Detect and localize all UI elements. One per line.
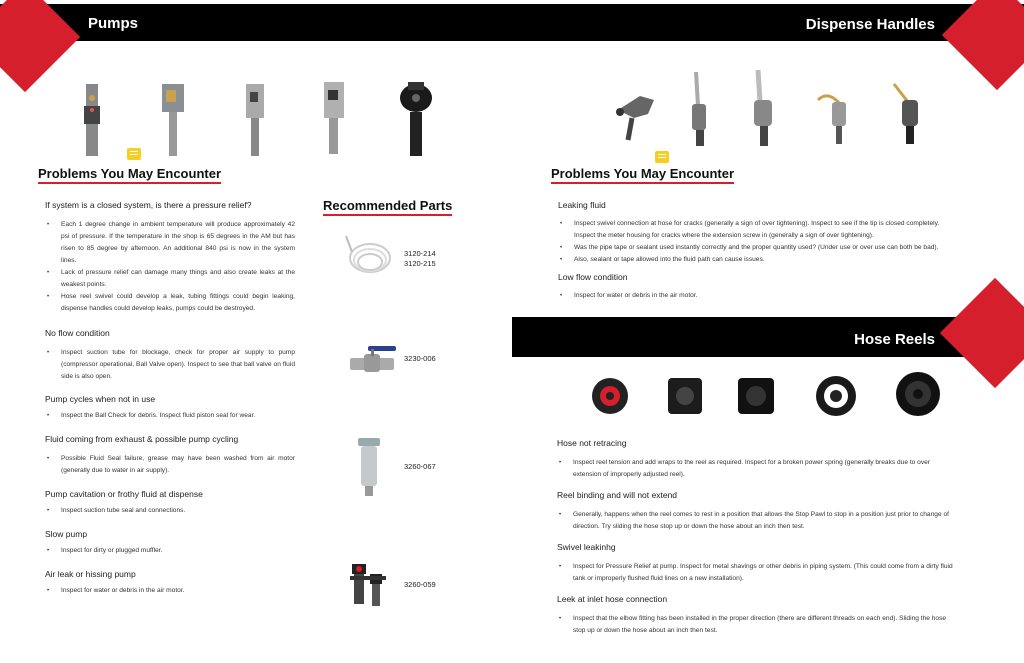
ball-valve-icon <box>346 344 398 374</box>
handle-3 <box>754 70 772 146</box>
dispense-handle-illustrations <box>610 66 930 150</box>
problem-bullets <box>45 347 295 383</box>
handle-problems <box>558 200 958 302</box>
reel-5 <box>896 372 940 416</box>
problem-bullets <box>558 218 958 266</box>
problem-title: Low flow condition <box>558 272 628 282</box>
bullet: • Inspect suction tube seal and connections. <box>45 505 295 517</box>
bullet: • Hose reel swivel could develop a leak, tubing fittings could begin leaking, dispense handles could develop leaks, pumps could be destroyed. <box>45 291 295 315</box>
bullet: • Inspect for water or debris in the air motor. <box>558 290 958 302</box>
pump-images <box>70 76 450 156</box>
hose-reel-images <box>588 370 948 420</box>
problem-bullets <box>557 561 957 585</box>
part-number: 3120-215 <box>404 259 436 268</box>
left-problems-heading: Problems You May Encounter <box>38 166 221 184</box>
problem-title: Fluid coming from exhaust & possible pump cycling <box>45 434 239 444</box>
bullet: • Inspect reel tension and add wraps to the reel as required. Inspect for a broken power spring (generally breaks due to over extension of improperly adjusted reel). <box>557 457 957 481</box>
bullet: • Inspect the Ball Check for debris. Inspect fluid piston seal for wear. <box>45 410 295 422</box>
bullet: • Inspect for water or debris in the air motor. <box>45 585 295 597</box>
problem-bullets <box>45 505 295 517</box>
pump-2 <box>162 84 184 156</box>
problem-title: Slow pump <box>45 529 88 539</box>
pumps-banner-title: Pumps <box>88 15 139 32</box>
problem-title: Leaking fluid <box>558 200 606 210</box>
filter-regulator-icon <box>350 560 386 612</box>
right-problems-heading: Problems You May Encounter <box>551 166 734 184</box>
bullet: • Possible Fluid Seal failure, grease may have been washed from air motor (generally due to water in air supply). <box>45 453 295 477</box>
bullet: • Was the pipe tape or sealant used instantly correctly and the proper quantity used? (Under use or over use can both be bad). <box>558 242 958 254</box>
problem-bullets <box>45 410 295 422</box>
recommended-parts-heading: Recommended Parts <box>323 198 452 216</box>
dispense-handles-title: Dispense Handles <box>805 16 935 33</box>
problem-title: Swivel leakinhg <box>557 542 616 552</box>
part-filter-regulator <box>350 560 386 612</box>
hose-reel-illustrations <box>588 370 948 420</box>
bullet: • Lack of pressure relief can damage many things and also create leaks at the weakest points. <box>45 267 295 291</box>
part-fluid-filter <box>356 436 382 498</box>
problem-bullets <box>558 290 958 302</box>
pump-4 <box>324 82 344 154</box>
part-number: 3260-059 <box>404 580 436 589</box>
pump-problems <box>45 200 295 597</box>
pump-5 <box>400 82 432 156</box>
part-number: 3260-067 <box>404 462 436 471</box>
note-icon-left[interactable] <box>127 148 141 160</box>
fluid-filter-icon <box>356 436 382 498</box>
problem-title: Air leak or hissing pump <box>45 569 136 579</box>
reel-2 <box>668 378 702 414</box>
reel-problems <box>557 438 957 637</box>
handle-1 <box>616 96 654 140</box>
part-ball-valve <box>346 344 398 374</box>
handle-4 <box>818 96 846 144</box>
bullet: • Inspect swivel connection at hose for cracks (generally a sign of over tightening). Inspect to see if the tip is closed completely. Inspect the meter housing for cracks where the extension screw in (generally a sign of over tightening). <box>558 218 958 242</box>
reel-1 <box>592 378 628 414</box>
bullet: • Inspect for Pressure Relief at pump. Inspect for metal shavings or other debris in piping system. (This could come from a dirty fluid tank or improperly flushed fluid lines on a new installation). <box>557 561 957 585</box>
problem-title: Pump cycles when not in use <box>45 394 156 404</box>
handle-5 <box>894 84 918 144</box>
problem-title: No flow condition <box>45 328 110 338</box>
part-coiled-tubing <box>342 230 398 280</box>
pump-1 <box>84 84 100 156</box>
pumps-banner-overlay <box>60 4 90 41</box>
problem-bullets <box>557 509 957 533</box>
bullet: • Each 1 degree change in ambient temperature will produce approximately 42 psi of pressure. If the temperature in the shop is 65 degrees in the AM but has risen to 85 degree by afternoon. An additional 840 psi is now in the system lines. <box>45 219 295 267</box>
problem-title: If system is a closed system, is there a pressure relief? <box>45 200 252 210</box>
hose-reels-title: Hose Reels <box>854 331 935 348</box>
problem-bullets <box>557 457 957 481</box>
problem-bullets <box>45 585 295 597</box>
problem-bullets <box>45 453 295 477</box>
bullet: • Also, sealant or tape allowed into the fluid path can cause issues. <box>558 254 958 266</box>
note-icon-right[interactable] <box>655 151 669 163</box>
problem-title: Pump cavitation or frothy fluid at dispense <box>45 489 203 499</box>
part-number: 3120-214 <box>404 249 436 258</box>
problem-title: Leek at inlet hose connection <box>557 594 668 604</box>
problem-bullets <box>45 219 295 315</box>
coiled-tubing-icon <box>342 230 398 280</box>
handle-images <box>610 66 930 150</box>
bullet: • Generally, happens when the reel comes to rest in a position that allows the Stop Pawl to stop in a position just prior to change of direction. Try sliding the hose stop up or down the hose about an inch then test. <box>557 509 957 533</box>
problem-bullets <box>45 545 295 557</box>
pump-3 <box>246 84 264 156</box>
handle-2 <box>692 72 706 146</box>
bullet: • Inspect that the elbow fitting has been installed in the proper direction (there are different threads on each end). Sliding the hose stop up or down the hose about an inch then test. <box>557 613 957 637</box>
part-number: 3230-006 <box>404 354 436 363</box>
reel-4 <box>816 376 856 416</box>
bullet: • Inspect for dirty or plugged muffler. <box>45 545 295 557</box>
reel-3 <box>738 378 774 414</box>
problem-title: Reel binding and will not extend <box>557 490 678 500</box>
pump-illustrations <box>70 76 450 156</box>
problem-bullets <box>557 613 957 637</box>
problem-title: Hose not retracing <box>557 438 627 448</box>
bullet: • Inspect suction tube for blockage, check for proper air supply to pump (compressor operational, Ball Valve open). Inspect to see that ball valve on fluid side is also open. <box>45 347 295 383</box>
